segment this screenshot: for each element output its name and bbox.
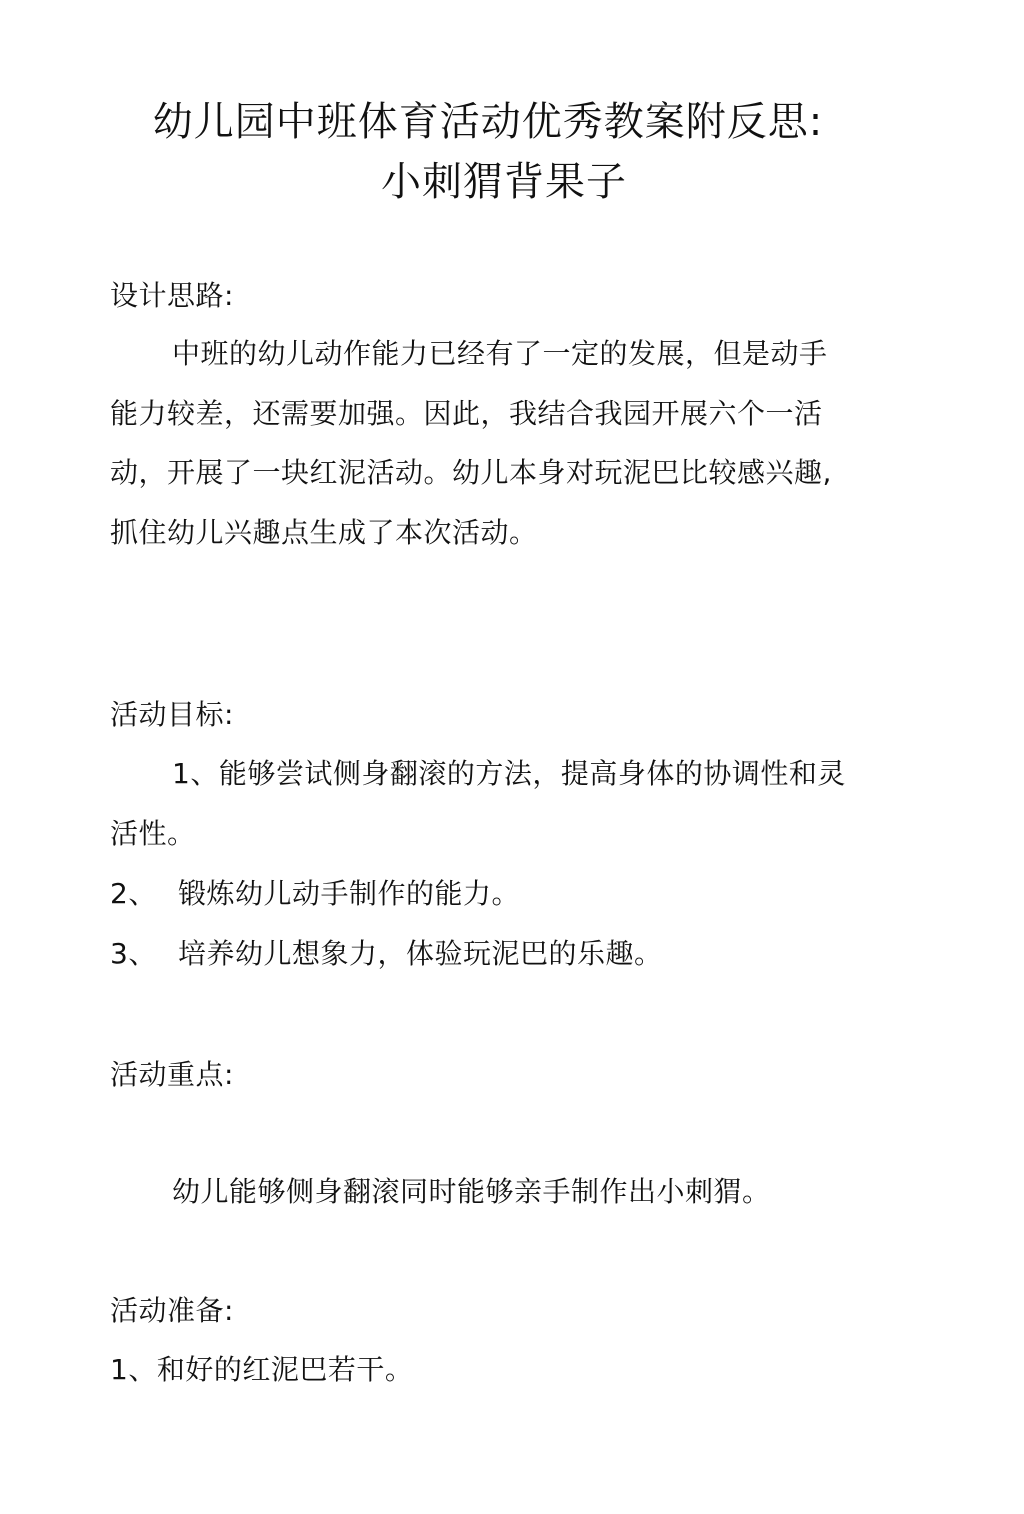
goal-item-2-number: 2、 — [110, 877, 157, 910]
goal-item-3-text: 培养幼儿想象力，体验玩泥巴的乐趣。 — [178, 937, 663, 970]
document-title-line-2: 小刺猬背果子 — [381, 159, 627, 205]
document-title-line-1: 幼儿园中班体育活动优秀教案附反思: — [152, 99, 824, 145]
goal-item-1-line-2: 活性。 — [110, 817, 196, 850]
design-paragraph-line: 动，开展了一块红泥活动。幼儿本身对玩泥巴比较感兴趣, — [110, 456, 832, 489]
goal-item-2-text: 锻炼幼儿动手制作的能力。 — [178, 877, 521, 910]
section-heading-design: 设计思路: — [110, 279, 234, 312]
section-heading-goals: 活动目标: — [110, 698, 234, 731]
goal-item-1-line-1: 1、能够尝试侧身翻滚的方法，提高身体的协调性和灵 — [172, 757, 846, 790]
section-heading-focus: 活动重点: — [110, 1058, 234, 1091]
focus-text: 幼儿能够侧身翻滚同时能够亲手制作出小刺猬。 — [172, 1175, 771, 1208]
design-paragraph-line: 中班的幼儿动作能力已经有了一定的发展，但是动手 — [172, 337, 828, 370]
design-paragraph-line: 抓住幼儿兴趣点生成了本次活动。 — [110, 516, 538, 549]
prep-item-1: 1、和好的红泥巴若干。 — [110, 1353, 414, 1386]
design-paragraph-line: 能力较差，还需要加强。因此，我结合我园开展六个一活 — [110, 397, 823, 430]
section-heading-prep: 活动准备: — [110, 1294, 234, 1327]
goal-item-3-number: 3、 — [110, 937, 157, 970]
